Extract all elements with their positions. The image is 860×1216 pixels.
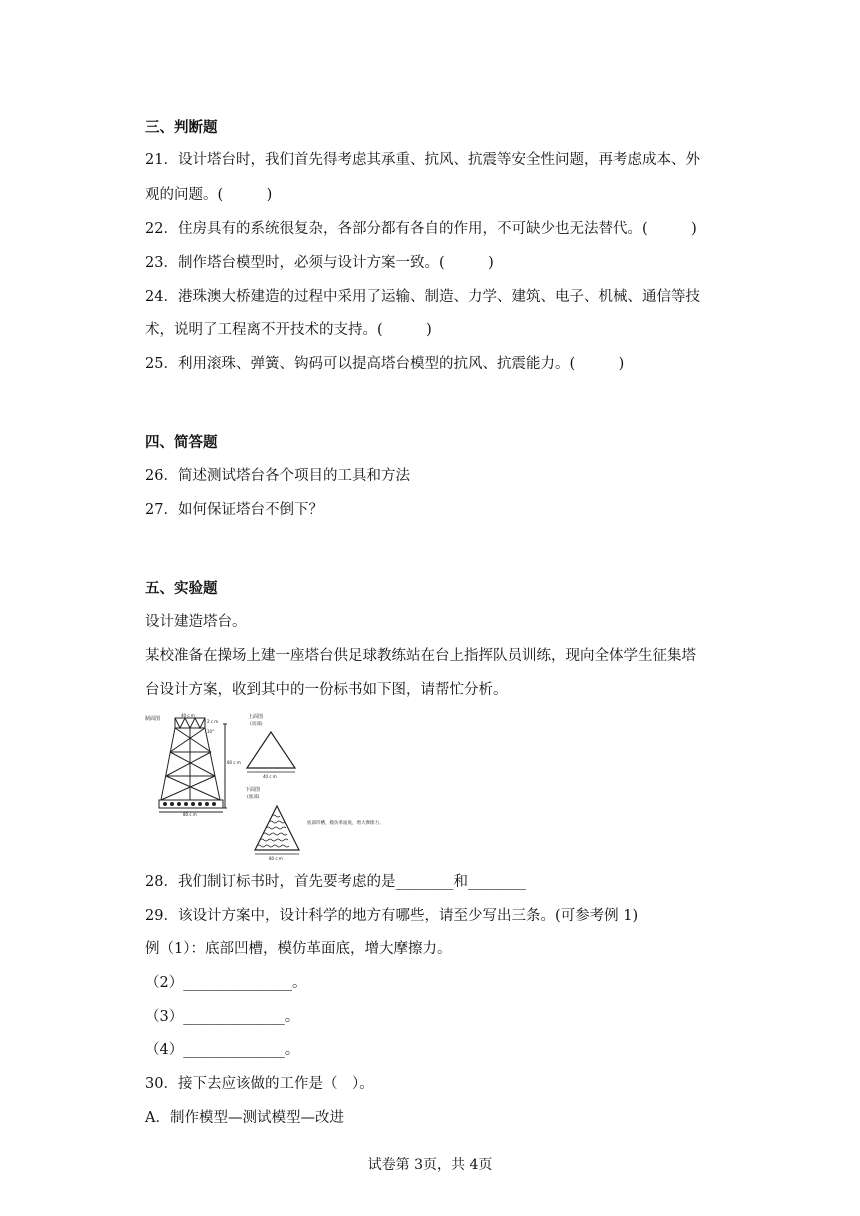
experiment-description-line1: 某校准备在操场上建一座塔台供足球教练站在台上指挥队员训练，现向全体学生征集塔 [145,648,696,664]
question-21-line1: 21．设计塔台时，我们首先得考虑其承重、抗风、抗震等安全性问题，再考虑成本、外 [145,152,700,168]
top-view-sub: (顶部) [250,722,263,727]
question-21-line2: 观的问题。( ) [145,187,273,203]
dim-triangle-bottom: 80 c m [269,856,283,861]
question-24-line1: 24．港珠澳大桥建造的过程中采用了运输、制造、力学、建筑、电子、机械、通信等技 [145,289,700,305]
dim-small: 2 c m [207,719,219,724]
dim-top-width: 40 c m [181,713,195,718]
question-28: 28．我们制订标书时，首先要考虑的是________和________ [145,874,526,890]
experiment-intro: 设计建造塔台。 [145,614,247,630]
section-heading-experiment: 五、实验题 [145,581,218,597]
answer-blank-2: （2）_______________。 [145,975,307,991]
dim-height: 80 c m [227,760,241,765]
dim-angle: 10° [207,729,215,734]
top-view-label: 上面图 [248,714,264,720]
question-27: 27．如何保证塔台不倒下？ [145,502,323,518]
tower-design-figure [145,712,384,862]
question-29: 29．该设计方案中，设计科学的地方有哪些，请至少写出三条。(可参考例 1) [145,908,639,924]
answer-blank-4: （4）______________。 [145,1042,300,1058]
section-heading-short-answer: 四、简答题 [145,435,218,451]
base-note: 底部凹槽，模仿革面底，增大摩擦力。 [307,821,384,826]
bottom-view-sub: (底部) [247,795,260,800]
question-30: 30．接下去应该做的工作是（ ）。 [145,1076,374,1092]
answer-blank-3: （3）______________。 [145,1009,300,1025]
bottom-view-label: 下面图 [245,787,261,793]
question-25: 25．利用滚珠、弹簧、钩码可以提高塔台模型的抗风、抗震能力。( ) [145,356,625,372]
section-heading-judgment: 三、判断题 [145,120,218,136]
option-a: A．制作模型—测试模型—改进 [145,1110,344,1126]
question-23: 23．制作塔台模型时，必须与设计方案一致。( ) [145,255,494,271]
example-1: 例（1）：底部凹槽，模仿革面底，增大摩擦力。 [145,941,452,957]
question-22: 22．住房具有的系统很复杂，各部分都有各自的作用，不可缺少也无法替代。( ) [145,221,697,237]
question-24-line2: 术，说明了工程离不开技术的支持。( ) [145,322,432,338]
dim-triangle-top: 40 c m [263,774,277,779]
question-26: 26．简述测试塔台各个项目的工具和方法 [145,468,410,484]
page-footer: 试卷第 3页，共 4页 [367,1157,493,1173]
experiment-description-line2: 台设计方案，收到其中的一份标书如下图，请帮忙分析。 [145,682,508,698]
side-view-label: 制面图 [145,716,161,722]
dim-base-width: 80 c m [183,812,197,817]
